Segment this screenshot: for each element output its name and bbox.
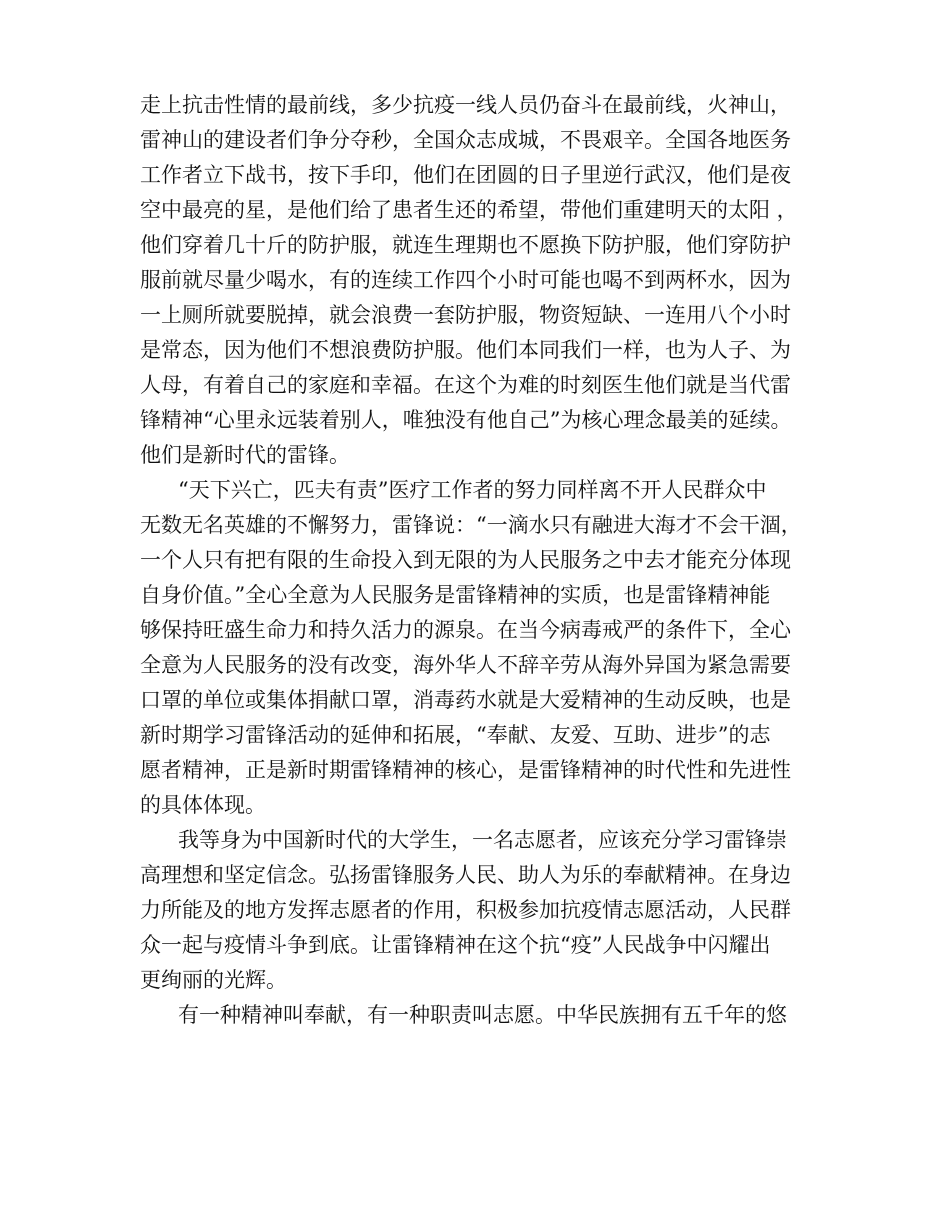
paragraph-line: 更绚丽的光辉。 <box>140 968 287 992</box>
paragraph-line: 走上抗击性情的最前线，多少抗疫一线人员仍奋斗在最前线，火神山， <box>140 93 791 117</box>
paragraph-3 <box>140 823 830 998</box>
paragraph-line: 一上厕所就要脱掉，就会浪费一套防护服，物资短缺、一连用八个小时 <box>140 303 791 327</box>
paragraph-line: 新时期学习雷锋活动的延伸和拓展，“奉献、友爱、互助、进步”的志 <box>140 723 771 747</box>
paragraph-line: 高理想和坚定信念。弘扬雷锋服务人民、助人为乐的奉献精神。在身边 <box>140 863 791 887</box>
paragraph-line: 是常态，因为他们不想浪费防护服。他们本同我们一样，也为人子、为 <box>140 338 791 362</box>
paragraph-line: 服前就尽量少喝水，有的连续工作四个小时可能也喝不到两杯水，因为 <box>140 268 791 292</box>
paragraph-line: 无数无名英雄的不懈努力，雷锋说：“一滴水只有融进大海才不会干涸， <box>140 513 802 537</box>
paragraph-line: 够保持旺盛生命力和持久活力的源泉。在当今病毒戒严的条件下，全心 <box>140 618 791 642</box>
paragraph-line: 我等身为中国新时代的大学生，一名志愿者，应该充分学习雷锋崇 <box>178 828 787 852</box>
paragraph-2 <box>140 473 830 823</box>
paragraph-line: 有一种精神叫奉献，有一种职责叫志愿。中华民族拥有五千年的悠 <box>178 1003 787 1027</box>
paragraph-line: 众一起与疫情斗争到底。让雷锋精神在这个抗“疫”人民战争中闪耀出 <box>140 933 771 957</box>
document-body <box>140 88 830 1033</box>
paragraph-line: 一个人只有把有限的生命投入到无限的为人民服务之中去才能充分体现 <box>140 548 791 572</box>
paragraph-line: 工作者立下战书，按下手印，他们在团圆的日子里逆行武汉，他们是夜 <box>140 163 791 187</box>
paragraph-line: 雷神山的建设者们争分夺秒，全国众志成城，不畏艰辛。全国各地医务 <box>140 128 791 152</box>
paragraph-line: 锋精神“心里永远装着别人，唯独没有他自己”为核心理念最美的延续。 <box>140 408 792 432</box>
paragraph-line: 他们穿着几十斤的防护服，就连生理期也不愿换下防护服，他们穿防护 <box>140 233 791 257</box>
paragraph-line: 力所能及的地方发挥志愿者的作用，积极参加抗疫情志愿活动，人民群 <box>140 898 791 922</box>
paragraph-line: 他们是新时代的雷锋。 <box>140 443 350 467</box>
paragraph-line: 人母，有着自己的家庭和幸福。在这个为难的时刻医生他们就是当代雷 <box>140 373 791 397</box>
paragraph-line: 愿者精神，正是新时期雷锋精神的核心，是雷锋精神的时代性和先进性 <box>140 758 791 782</box>
paragraph-line: “天下兴亡，匹夫有责”医疗工作者的努力同样离不开人民群众中 <box>178 478 767 502</box>
paragraph-line: 自身价值。”全心全意为人民服务是雷锋精神的实质，也是雷锋精神能 <box>140 583 771 607</box>
paragraph-line: 口罩的单位或集体捐献口罩，消毒药水就是大爱精神的生动反映，也是 <box>140 688 791 712</box>
paragraph-1 <box>140 88 830 473</box>
paragraph-4 <box>140 998 830 1033</box>
paragraph-line: 的具体体现。 <box>140 793 266 817</box>
paragraph-line: 空中最亮的星，是他们给了患者生还的希望，带他们重建明天的太阳 ， <box>140 198 798 222</box>
paragraph-line: 全意为人民服务的没有改变，海外华人不辞辛劳从海外异国为紧急需要 <box>140 653 791 677</box>
